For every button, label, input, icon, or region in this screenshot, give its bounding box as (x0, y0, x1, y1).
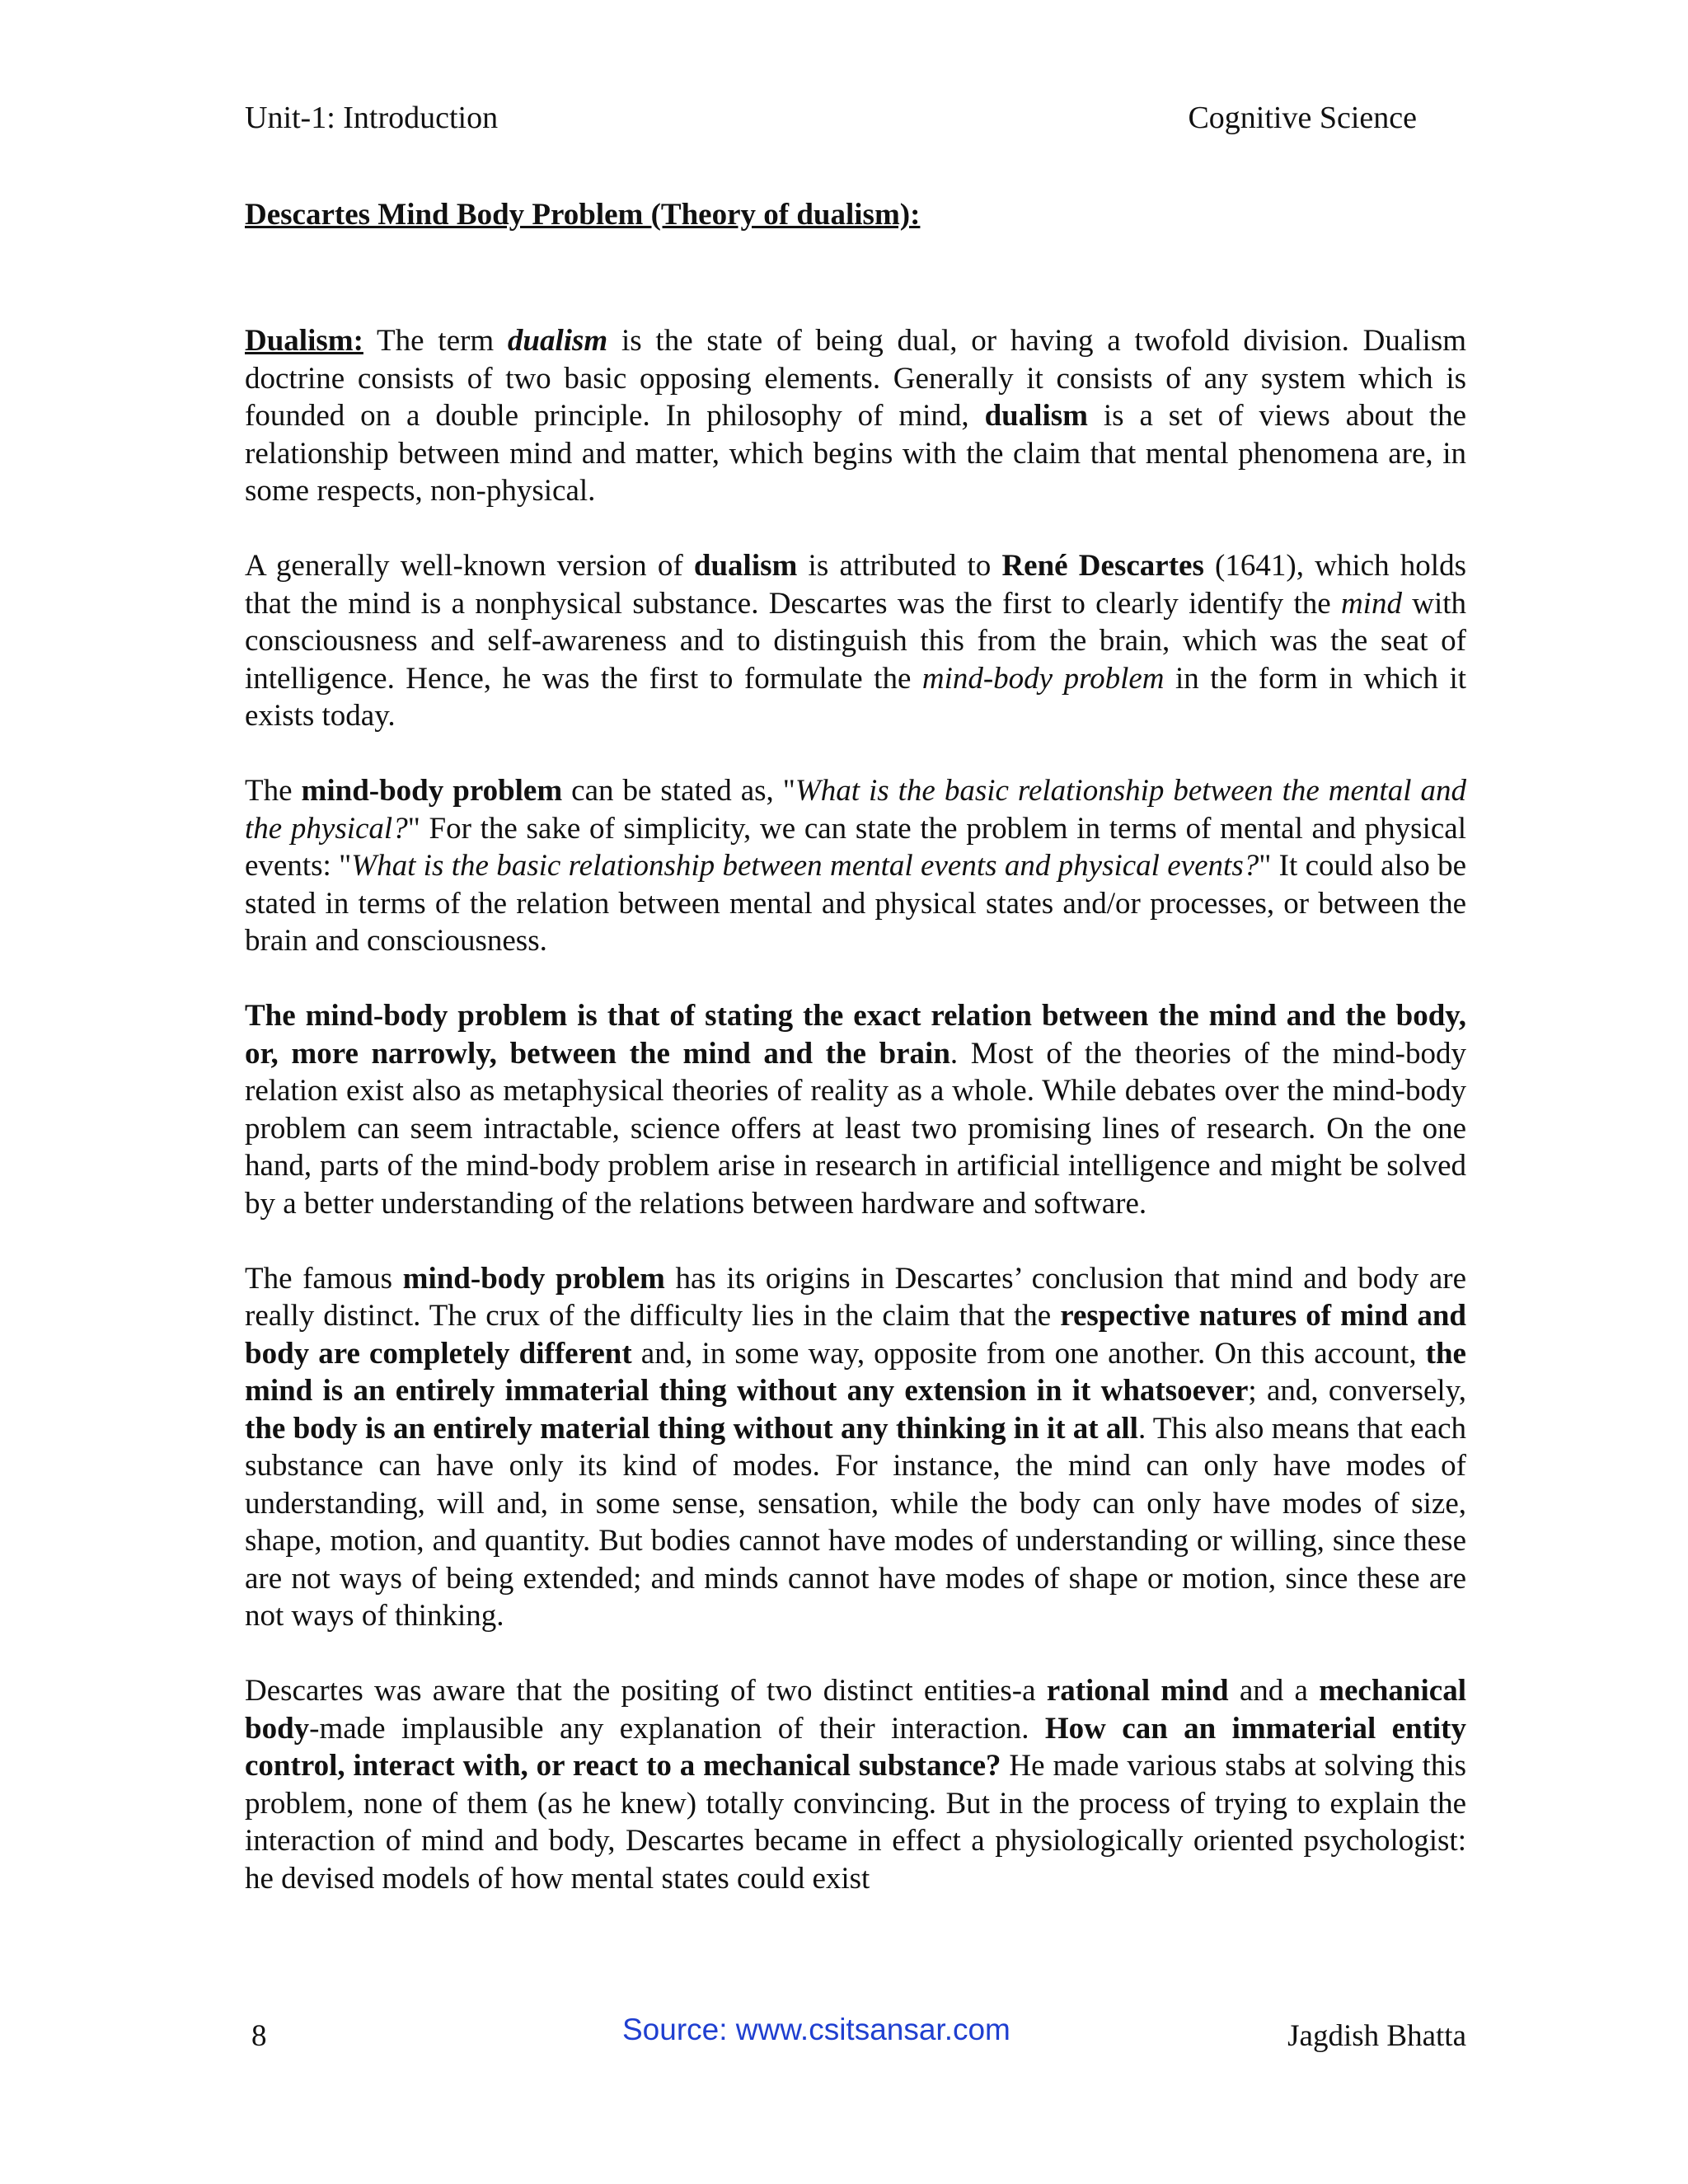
text-run: has its origins in Descartes’ conclusion that mind and body are really distinct. The crux of the difficulty lies in the claim that the (245, 1261, 1467, 1333)
paragraph-interaction (245, 1672, 1466, 1897)
document-body (245, 194, 1466, 1935)
page-footer (245, 2009, 1466, 2059)
bold-mind-immaterial: the mind is an entirely immaterial thing without any extension in it whatsoever (245, 1336, 1466, 1408)
text-run: with consciousness and self-awareness and to distinguish this from the brain, which was the seat of intelligence. Hence, he was the first to formulate the (245, 586, 1467, 696)
bold-body-material: the body is an entirely material thing without any thinking in it at all (245, 1411, 1138, 1446)
author-name: Jagdish Bhatta (1287, 2019, 1466, 2053)
paragraph-problem-statement (245, 772, 1466, 960)
text-run: . This also means that each substance can have only its kind of modes. For instance, the mind can only have modes of understanding, will and, in some sense, sensation, while the body can only have modes of size, shape, motion, and quantity. But bodies cannot have modes of understanding or willing, since these are not ways of being extended; and minds cannot have modes of shape or motion, since these are not ways of thinking. (245, 1411, 1466, 1633)
text-run: -made implausible any explanation of their interaction. (309, 1711, 1045, 1746)
italic-question-1: What is the basic relationship between the mental and the physical? (245, 774, 1466, 846)
bold-dualism: dualism (984, 399, 1088, 433)
paragraph-origins (245, 1260, 1466, 1635)
header-course-title: Cognitive Science (1188, 101, 1417, 135)
paragraph-exact-relation (245, 997, 1466, 1222)
text-run: . Most of the theories of the mind-body relation exist also as metaphysical theories of reality as a whole. While debates over the mind-body problem can seem intractable, science offers at least two promising lines of research. On the one hand, parts of the mind-body problem arise in research in artificial intelligence and might be solved by a better understanding of the relations between hardware and software. (245, 1036, 1466, 1221)
bold-mind-body-problem: mind-body problem (402, 1261, 665, 1296)
dualism-label: Dualism: (245, 324, 363, 358)
source-link[interactable]: Source: www.csitsansar.com (622, 2013, 1010, 2046)
bold-dualism: dualism (693, 549, 798, 583)
text-run: ; and, conversely, (1248, 1374, 1467, 1408)
italic-question-2: What is the basic relationship between mental events and physical events? (351, 849, 1259, 883)
text-run: and, in some way, opposite from one another. On this account, (631, 1336, 1426, 1371)
italic-mind-body-problem: mind-body problem (921, 661, 1165, 696)
text-run: The term (363, 324, 508, 358)
italic-mind: mind (1340, 586, 1402, 621)
bold-natures-different: respective natures of mind and body are completely different (245, 1299, 1466, 1371)
header-unit-title: Unit-1: Introduction (245, 101, 499, 135)
text-run: is the state of being dual, or having a twofold division. Dualism doctrine consists of two basic opposing elements. Generally it consists of any system which is founded on a double principle. In philosophy of mind, (245, 324, 1466, 433)
text-run: is a set of views about the relationship between mind and matter, which begins with the claim that mental phenomena are, in some respects, non-physical. (245, 399, 1466, 508)
bold-rene-descartes: René Descartes (1001, 549, 1204, 583)
text-run: Descartes was aware that the positing of two distinct entities-a (245, 1674, 1047, 1708)
text-run: and a (1228, 1674, 1320, 1708)
bold-mind-body-problem: mind-body problem (301, 774, 563, 808)
paragraph-dualism-definition (245, 322, 1466, 510)
text-run: is attributed to (797, 549, 1002, 583)
text-run: in the form in which it exists today. (245, 661, 1466, 733)
bold-rational-mind: rational mind (1046, 1674, 1229, 1708)
bold-exact-relation: The mind-body problem is that of stating the exact relation between the mind and the body, or, more narrowly, between the mind and the brain (245, 999, 1466, 1071)
paragraph-descartes-version (245, 547, 1466, 735)
emphasis-dualism: dualism (507, 324, 608, 358)
text-run: He made various stabs at solving this problem, none of them (as he knew) totally convincing. But in the process of trying to explain the interaction of mind and body, Descartes became in effect a physiologically oriented psychologist: he devised models of how mental states could exist (245, 1749, 1466, 1896)
text-run: The famous (245, 1261, 403, 1296)
page-number: 8 (251, 2019, 267, 2053)
text-run: can be stated as, " (562, 774, 795, 808)
text-run: " It could also be stated in terms of the relation between mental and physical states and/or processes, or between the brain and consciousness. (245, 849, 1466, 958)
text-run: (1641), which holds that the mind is a nonphysical substance. Descartes was the first to clearly identify the (245, 549, 1466, 621)
bold-mechanical-body: mechanical body (245, 1674, 1466, 1746)
bold-question-interaction: How can an immaterial entity control, interact with, or react to a mechanical substance? (245, 1711, 1467, 1783)
section-title: Descartes Mind Body Problem (Theory of dualism): (245, 198, 921, 232)
text-run: The (245, 774, 302, 808)
text-run: A generally well-known version of (245, 549, 694, 583)
text-run: " For the sake of simplicity, we can state the problem in terms of mental and physical events: " (245, 811, 1466, 883)
